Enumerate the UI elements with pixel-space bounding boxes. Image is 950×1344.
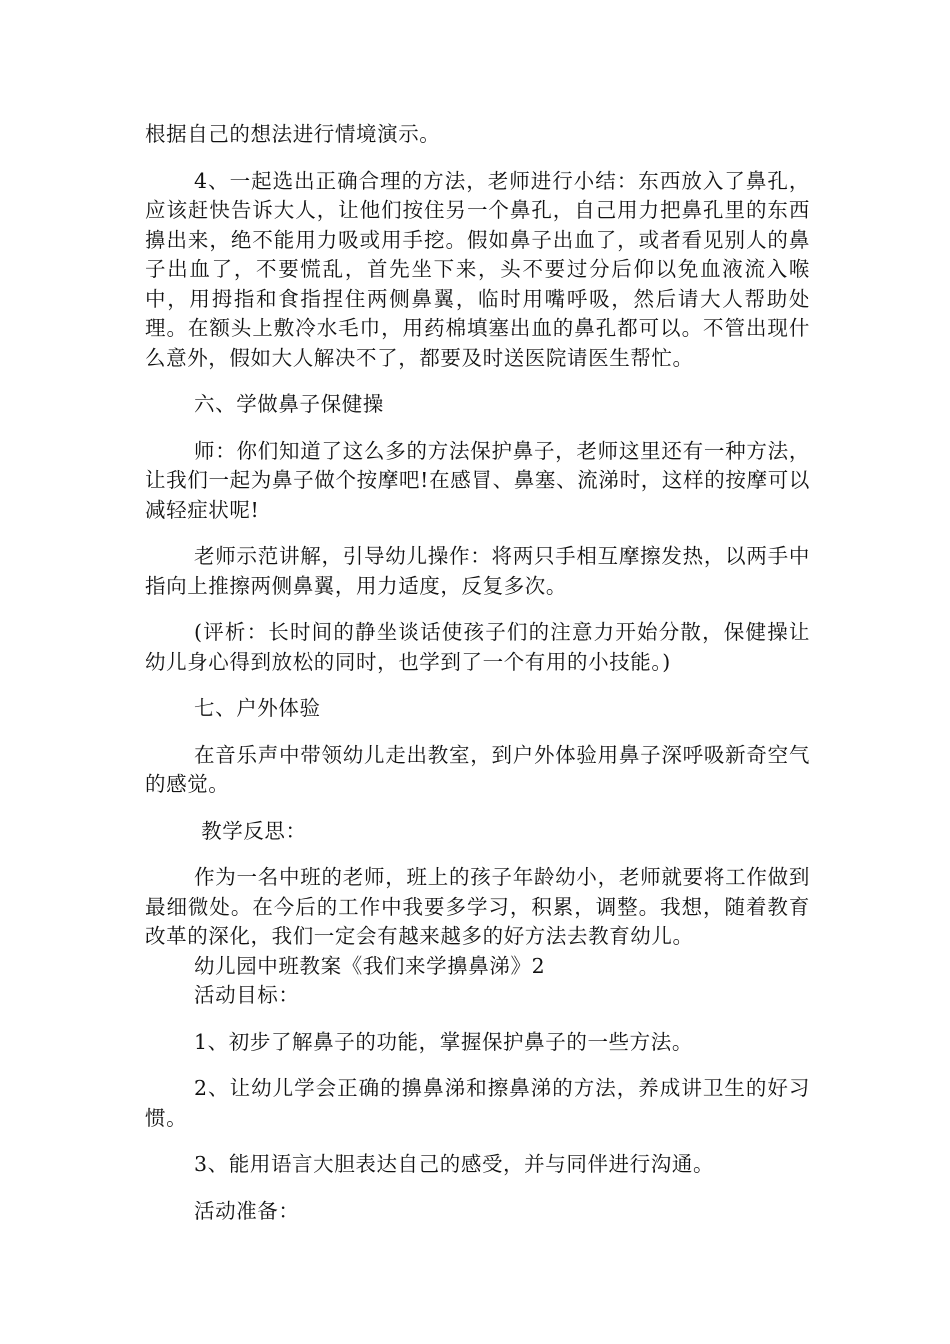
section-heading-7: 七、户外体验: [194, 696, 321, 720]
paragraph-continuation: 根据自己的想法进行情境演示。: [145, 122, 441, 146]
paragraph-teacher-speech: 师：你们知道了这么多的方法保护鼻子，老师这里还有一种方法，让我们一起为鼻子做个按摩吧!在感冒、鼻塞、流涕时，这样的按摩可以减轻症状呢!: [145, 438, 810, 522]
objective-3: 3、能用语言大胆表达自己的感受，并与同伴进行沟通。: [194, 1152, 715, 1176]
paragraph-outdoor: 在音乐声中带领幼儿走出教室，到户外体验用鼻子深呼吸新奇空气的感觉。: [145, 742, 810, 796]
lesson-title: 幼儿园中班教案《我们来学擤鼻涕》2: [194, 953, 546, 978]
section-heading-6: 六、学做鼻子保健操: [194, 392, 384, 416]
paragraph-commentary: (评析：长时间的静坐谈话使孩子们的注意力开始分散，保健操让幼儿身心得到放松的同时，也学到了一个有用的小技能。): [145, 620, 810, 674]
preparation-heading: 活动准备：: [194, 1198, 300, 1223]
objective-2: 2、让幼儿学会正确的擤鼻涕和擦鼻涕的方法，养成讲卫生的好习惯。: [145, 1076, 810, 1130]
objective-1: 1、初步了解鼻子的功能，掌握保护鼻子的一些方法。: [194, 1029, 693, 1054]
reflection-heading: 教学反思：: [194, 818, 307, 843]
objectives-heading: 活动目标：: [194, 983, 300, 1007]
document-page: [145, 120, 810, 1226]
paragraph-reflection: 作为一名中班的老师，班上的孩子年龄幼小，老师就要将工作做到最细微处。在今后的工作中我要多学习，积累，调整。我想，随着教育改革的深化，我们一定会有越来越多的好方法去教育幼儿。: [145, 865, 810, 948]
paragraph-summary: 4、一起选出正确合理的方法，老师进行小结：东西放入了鼻孔，应该赶快告诉大人，让他们按住另一个鼻孔，自己用力把鼻孔里的东西擤出来，绝不能用力吸或用手挖。假如鼻子出血了，或者看见别人的鼻子出血了，不要慌乱，首先坐下来，头不要过分后仰以免血液流入喉中，用拇指和食指捏住两侧鼻翼，临时用嘴呼吸，然后请大人帮助处理。在额头上敷冷水毛巾，用药棉填塞出血的鼻孔都可以。不管出现什么意外，假如大人解决不了，都要及时送医院请医生帮忙。: [145, 168, 810, 370]
paragraph-demonstration: 老师示范讲解，引导幼儿操作：将两只手相互摩擦发热，以两手中指向上推擦两侧鼻翼，用力适度，反复多次。: [145, 544, 810, 598]
